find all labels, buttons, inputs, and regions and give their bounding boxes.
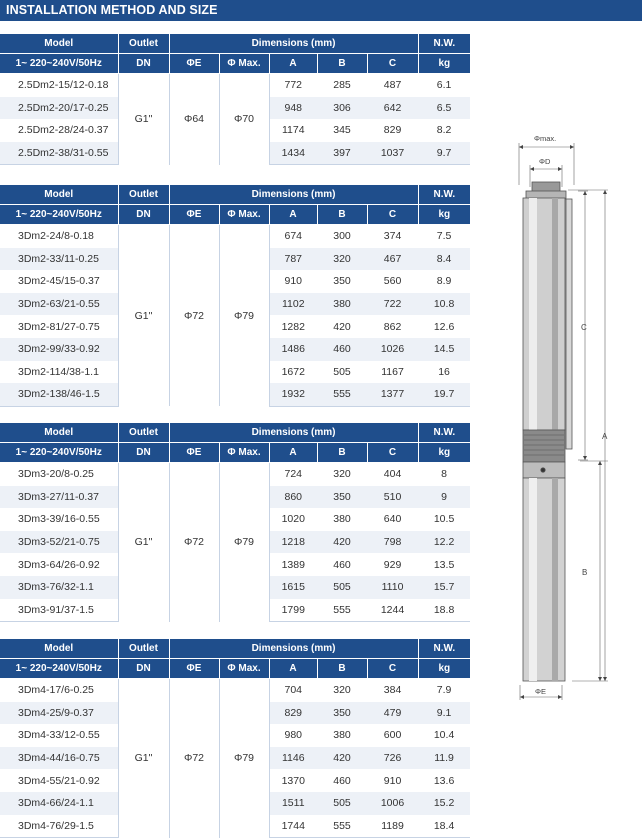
header-c: C — [367, 205, 418, 225]
dim-b-cell: 380 — [317, 508, 367, 531]
weight-cell: 9.1 — [418, 702, 470, 725]
model-cell: 3Dm2-63/21-0.55 — [0, 293, 118, 316]
dim-c-cell: 479 — [367, 702, 418, 725]
weight-cell: 6.1 — [418, 74, 470, 97]
phi-e-cell: Φ72 — [169, 679, 219, 838]
dim-c-cell: 1167 — [367, 361, 418, 384]
weight-cell: 7.9 — [418, 679, 470, 702]
header-dimensions: Dimensions (mm) — [169, 34, 418, 54]
weight-cell: 19.7 — [418, 383, 470, 406]
weight-cell: 10.4 — [418, 724, 470, 747]
weight-cell: 11.9 — [418, 747, 470, 770]
header-a: A — [269, 443, 317, 463]
spec-table — [0, 185, 470, 407]
header-outlet: Outlet — [118, 185, 169, 205]
weight-cell: 14.5 — [418, 338, 470, 361]
dim-a-cell: 910 — [269, 270, 317, 293]
dim-c-cell: 642 — [367, 97, 418, 120]
dim-b-cell: 320 — [317, 248, 367, 271]
header-phi-max: Φ Max. — [219, 659, 269, 679]
dim-a-cell: 1932 — [269, 383, 317, 406]
dim-b-cell: 505 — [317, 576, 367, 599]
dimension-c-label: C — [581, 323, 587, 332]
dim-b-cell: 555 — [317, 383, 367, 406]
model-cell: 3Dm3-76/32-1.1 — [0, 576, 118, 599]
header-model: Model — [0, 423, 118, 443]
dim-a-cell: 1799 — [269, 599, 317, 622]
weight-cell: 8.4 — [418, 248, 470, 271]
dim-b-cell: 350 — [317, 702, 367, 725]
dim-c-cell: 1037 — [367, 142, 418, 165]
header-dn: DN — [118, 659, 169, 679]
weight-cell: 10.5 — [418, 508, 470, 531]
spec-table — [0, 639, 470, 838]
weight-cell: 15.7 — [418, 576, 470, 599]
dim-b-cell: 505 — [317, 361, 367, 384]
header-dn: DN — [118, 205, 169, 225]
header-model: Model — [0, 34, 118, 54]
dim-a-cell: 1102 — [269, 293, 317, 316]
dim-c-cell: 1026 — [367, 338, 418, 361]
dim-a-cell: 1744 — [269, 815, 317, 838]
weight-cell: 10.8 — [418, 293, 470, 316]
dim-c-cell: 726 — [367, 747, 418, 770]
header-voltage: 1~ 220~240V/50Hz — [0, 659, 118, 679]
header-nw: N.W. — [418, 185, 470, 205]
dim-b-cell: 380 — [317, 293, 367, 316]
dim-b-cell: 397 — [317, 142, 367, 165]
weight-cell: 7.5 — [418, 225, 470, 248]
weight-cell: 15.2 — [418, 792, 470, 815]
header-b: B — [317, 659, 367, 679]
dim-a-cell: 787 — [269, 248, 317, 271]
dim-c-cell: 829 — [367, 119, 418, 142]
dim-b-cell: 320 — [317, 679, 367, 702]
weight-cell: 13.5 — [418, 553, 470, 576]
dim-b-cell: 505 — [317, 792, 367, 815]
header-model: Model — [0, 185, 118, 205]
weight-cell: 8.9 — [418, 270, 470, 293]
weight-cell: 6.5 — [418, 97, 470, 120]
dim-b-cell: 300 — [317, 225, 367, 248]
model-cell: 3Dm3-52/21-0.75 — [0, 531, 118, 554]
header-nw: N.W. — [418, 639, 470, 659]
dim-a-cell: 1174 — [269, 119, 317, 142]
header-voltage: 1~ 220~240V/50Hz — [0, 54, 118, 74]
header-nw: N.W. — [418, 34, 470, 54]
dim-b-cell: 345 — [317, 119, 367, 142]
dim-a-cell: 1218 — [269, 531, 317, 554]
outlet-cell: G1" — [118, 225, 169, 407]
phi-e-label: ΦE — [535, 687, 546, 696]
model-cell: 3Dm2-81/27-0.75 — [0, 315, 118, 338]
dim-b-cell: 420 — [317, 531, 367, 554]
dim-c-cell: 1110 — [367, 576, 418, 599]
table-row — [0, 74, 470, 97]
dim-a-cell: 829 — [269, 702, 317, 725]
header-phi-e: ΦE — [169, 205, 219, 225]
header-dimensions: Dimensions (mm) — [169, 423, 418, 443]
model-cell: 3Dm2-114/38-1.1 — [0, 361, 118, 384]
dim-b-cell: 420 — [317, 747, 367, 770]
weight-cell: 9.7 — [418, 142, 470, 165]
model-cell: 3Dm2-33/11-0.25 — [0, 248, 118, 271]
model-cell: 2.5Dm2-15/12-0.18 — [0, 74, 118, 97]
model-cell: 3Dm4-17/6-0.25 — [0, 679, 118, 702]
dim-a-cell: 980 — [269, 724, 317, 747]
model-cell: 3Dm3-64/26-0.92 — [0, 553, 118, 576]
model-cell: 3Dm3-27/11-0.37 — [0, 486, 118, 509]
model-cell: 3Dm2-24/8-0.18 — [0, 225, 118, 248]
dim-a-cell: 1020 — [269, 508, 317, 531]
weight-cell: 9 — [418, 486, 470, 509]
phi-e-cell: Φ64 — [169, 74, 219, 165]
header-outlet: Outlet — [118, 34, 169, 54]
header-b: B — [317, 205, 367, 225]
dim-a-cell: 674 — [269, 225, 317, 248]
phi-d-label: ΦD — [539, 157, 551, 166]
phi-max-cell: Φ79 — [219, 225, 269, 407]
outlet-cell: G1" — [118, 463, 169, 622]
header-outlet: Outlet — [118, 423, 169, 443]
dim-a-cell: 860 — [269, 486, 317, 509]
table-row — [0, 225, 470, 248]
header-a: A — [269, 659, 317, 679]
dim-a-cell: 1434 — [269, 142, 317, 165]
model-cell: 3Dm4-44/16-0.75 — [0, 747, 118, 770]
model-cell: 3Dm3-39/16-0.55 — [0, 508, 118, 531]
dim-c-cell: 1377 — [367, 383, 418, 406]
model-cell: 3Dm4-76/29-1.5 — [0, 815, 118, 838]
dim-a-cell: 1370 — [269, 769, 317, 792]
header-nw: N.W. — [418, 423, 470, 443]
weight-cell: 13.6 — [418, 769, 470, 792]
pump-dimension-diagram — [490, 125, 640, 705]
model-cell: 3Dm3-20/8-0.25 — [0, 463, 118, 486]
weight-cell: 18.4 — [418, 815, 470, 838]
header-dn: DN — [118, 54, 169, 74]
dim-b-cell: 420 — [317, 315, 367, 338]
model-cell: 2.5Dm2-38/31-0.55 — [0, 142, 118, 165]
header-voltage: 1~ 220~240V/50Hz — [0, 443, 118, 463]
dim-b-cell: 460 — [317, 338, 367, 361]
header-model: Model — [0, 639, 118, 659]
header-c: C — [367, 659, 418, 679]
header-phi-max: Φ Max. — [219, 54, 269, 74]
model-cell: 3Dm4-55/21-0.92 — [0, 769, 118, 792]
dim-a-cell: 1672 — [269, 361, 317, 384]
header-voltage: 1~ 220~240V/50Hz — [0, 205, 118, 225]
dim-a-cell: 948 — [269, 97, 317, 120]
dim-c-cell: 910 — [367, 769, 418, 792]
header-phi-e: ΦE — [169, 54, 219, 74]
dimension-b-label: B — [582, 568, 588, 577]
dim-b-cell: 555 — [317, 815, 367, 838]
header-a: A — [269, 205, 317, 225]
spec-table — [0, 423, 470, 622]
table-row — [0, 463, 470, 486]
header-b: B — [317, 443, 367, 463]
dim-c-cell: 1006 — [367, 792, 418, 815]
dim-b-cell: 555 — [317, 599, 367, 622]
phi-max-cell: Φ79 — [219, 679, 269, 838]
dim-a-cell: 1146 — [269, 747, 317, 770]
model-cell: 3Dm2-45/15-0.37 — [0, 270, 118, 293]
phi-max-cell: Φ70 — [219, 74, 269, 165]
dim-b-cell: 320 — [317, 463, 367, 486]
dim-c-cell: 384 — [367, 679, 418, 702]
weight-cell: 18.8 — [418, 599, 470, 622]
outlet-cell: G1" — [118, 74, 169, 165]
page-title: INSTALLATION METHOD AND SIZE — [0, 0, 642, 21]
model-cell: 3Dm2-99/33-0.92 — [0, 338, 118, 361]
dim-b-cell: 285 — [317, 74, 367, 97]
phi-e-cell: Φ72 — [169, 463, 219, 622]
header-kg: kg — [418, 659, 470, 679]
model-cell: 2.5Dm2-20/17-0.25 — [0, 97, 118, 120]
dim-c-cell: 600 — [367, 724, 418, 747]
header-c: C — [367, 443, 418, 463]
header-kg: kg — [418, 205, 470, 225]
dimension-a-label: A — [602, 432, 608, 441]
model-cell: 3Dm4-25/9-0.37 — [0, 702, 118, 725]
header-phi-max: Φ Max. — [219, 443, 269, 463]
dim-c-cell: 1244 — [367, 599, 418, 622]
dim-c-cell: 640 — [367, 508, 418, 531]
dim-b-cell: 460 — [317, 553, 367, 576]
dim-c-cell: 467 — [367, 248, 418, 271]
header-phi-e: ΦE — [169, 659, 219, 679]
dim-b-cell: 350 — [317, 270, 367, 293]
header-dn: DN — [118, 443, 169, 463]
dim-b-cell: 460 — [317, 769, 367, 792]
dim-c-cell: 510 — [367, 486, 418, 509]
weight-cell: 12.6 — [418, 315, 470, 338]
model-cell: 3Dm4-33/12-0.55 — [0, 724, 118, 747]
dim-c-cell: 404 — [367, 463, 418, 486]
dim-a-cell: 724 — [269, 463, 317, 486]
model-cell: 3Dm4-66/24-1.1 — [0, 792, 118, 815]
phi-e-cell: Φ72 — [169, 225, 219, 407]
header-phi-e: ΦE — [169, 443, 219, 463]
header-dimensions: Dimensions (mm) — [169, 639, 418, 659]
dim-c-cell: 862 — [367, 315, 418, 338]
header-dimensions: Dimensions (mm) — [169, 185, 418, 205]
weight-cell: 16 — [418, 361, 470, 384]
model-cell: 3Dm3-91/37-1.5 — [0, 599, 118, 622]
dim-c-cell: 374 — [367, 225, 418, 248]
phi-max-cell: Φ79 — [219, 463, 269, 622]
dim-a-cell: 1282 — [269, 315, 317, 338]
dim-a-cell: 704 — [269, 679, 317, 702]
dim-b-cell: 380 — [317, 724, 367, 747]
header-a: A — [269, 54, 317, 74]
weight-cell: 8 — [418, 463, 470, 486]
dim-a-cell: 1615 — [269, 576, 317, 599]
model-cell: 3Dm2-138/46-1.5 — [0, 383, 118, 406]
dim-b-cell: 306 — [317, 97, 367, 120]
dim-c-cell: 560 — [367, 270, 418, 293]
header-phi-max: Φ Max. — [219, 205, 269, 225]
dim-a-cell: 1486 — [269, 338, 317, 361]
header-b: B — [317, 54, 367, 74]
dim-c-cell: 929 — [367, 553, 418, 576]
dim-a-cell: 772 — [269, 74, 317, 97]
dim-a-cell: 1389 — [269, 553, 317, 576]
header-kg: kg — [418, 443, 470, 463]
spec-table — [0, 34, 470, 165]
outlet-cell: G1" — [118, 679, 169, 838]
table-row — [0, 679, 470, 702]
header-outlet: Outlet — [118, 639, 169, 659]
weight-cell: 8.2 — [418, 119, 470, 142]
dim-c-cell: 1189 — [367, 815, 418, 838]
dim-c-cell: 798 — [367, 531, 418, 554]
dim-b-cell: 350 — [317, 486, 367, 509]
model-cell: 2.5Dm2-28/24-0.37 — [0, 119, 118, 142]
weight-cell: 12.2 — [418, 531, 470, 554]
dim-c-cell: 487 — [367, 74, 418, 97]
dim-a-cell: 1511 — [269, 792, 317, 815]
dim-c-cell: 722 — [367, 293, 418, 316]
header-c: C — [367, 54, 418, 74]
phi-max-label: Φmax. — [534, 134, 557, 143]
header-kg: kg — [418, 54, 470, 74]
